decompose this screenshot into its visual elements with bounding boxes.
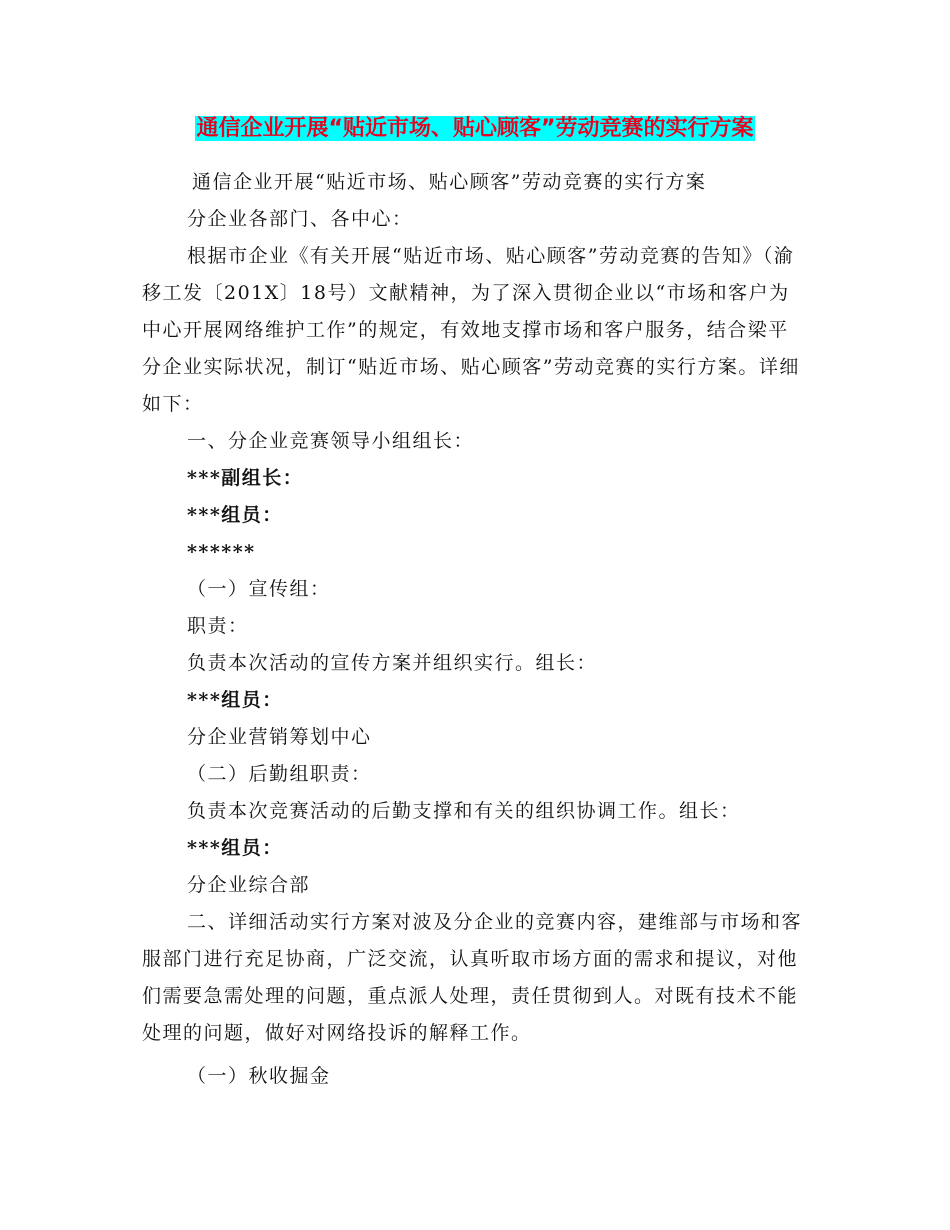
vice-leader-line: ***副组长： [187, 467, 304, 489]
members-placeholder-line: ****** [187, 541, 256, 563]
intro-paragraph: 根据市企业《有关开展“贴近市场、贴心顾客”劳动竞赛的告知》（渝移工发〔201X〕18号）文献精神，为了深入贯彻企业以“市场和客户为中心开展网络维护工作”的规定，有效地支撑市场和客户服务，结合梁平分企业实际状况，制订“贴近市场、贴心顾客”劳动竞赛的实行方案。详细如下： [142, 245, 800, 415]
section-two-paragraph: 二、详细活动实行方案对波及分企业的竞赛内容，建维部与市场和客服部门进行充足协商，广泛交流，认真听取市场方面的需求和提议，对他们需要急需处理的问题，重点派人处理，责任贯彻到人。对既有技术不能处理的问题，做好对网络投诉的解释工作。 [142, 911, 803, 1044]
subtitle-paragraph: 通信企业开展“贴近市场、贴心顾客”劳动竞赛的实行方案 [192, 171, 707, 193]
marketing-center-line: 分企业营销筹划中心 [187, 726, 372, 748]
document-title [0, 112, 950, 146]
publicity-group-heading: （一）宣传组： [187, 578, 331, 600]
salutation-paragraph: 分企业各部门、各中心： [187, 208, 413, 230]
general-dept-line: 分企业综合部 [187, 874, 311, 896]
autumn-harvest-heading: （一）秋收掘金 [187, 1065, 331, 1087]
document-body [142, 164, 807, 1095]
section-one-heading: 一、分企业竞赛领导小组组长： [187, 430, 475, 452]
logistics-members-line: ***组员： [187, 837, 283, 859]
members-line: ***组员： [187, 504, 283, 526]
publicity-members-line: ***组员： [187, 689, 283, 711]
duties-label: 职责： [187, 615, 249, 637]
document-title-text: 通信企业开展“贴近市场、贴心顾客”劳动竞赛的实行方案 [196, 116, 754, 141]
logistics-duties-line: 负责本次竞赛活动的后勤支撑和有关的组织协调工作。组长： [187, 800, 741, 822]
publicity-duties-line: 负责本次活动的宣传方案并组织实行。组长： [187, 652, 598, 674]
logistics-group-heading: （二）后勤组职责： [187, 763, 372, 785]
